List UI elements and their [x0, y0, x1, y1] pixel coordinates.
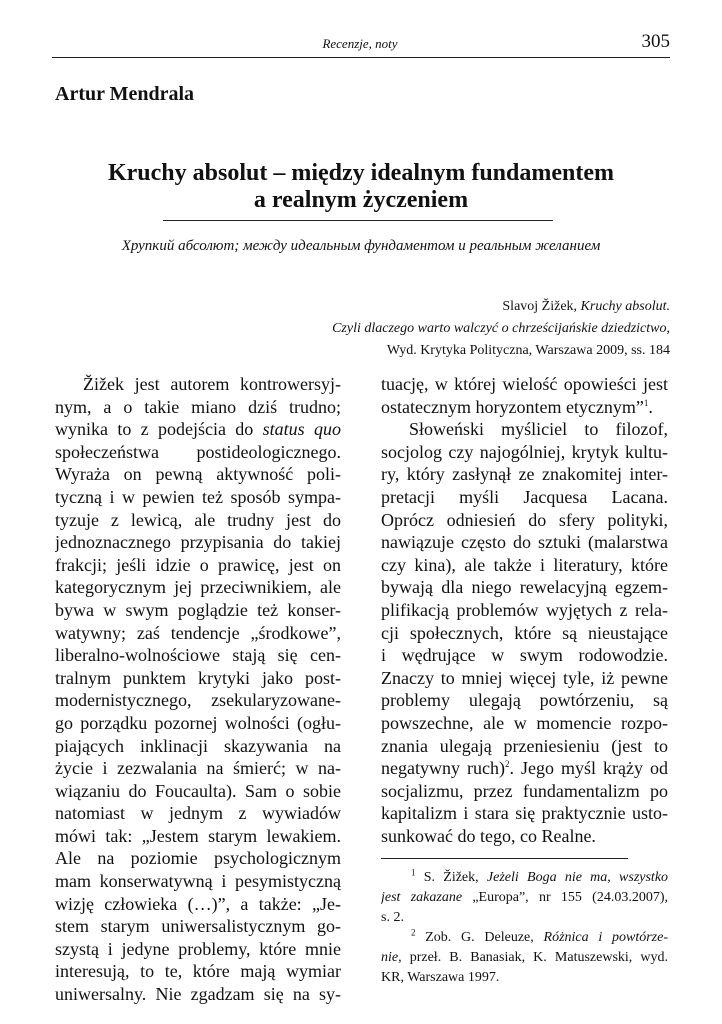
citation-line-3: Wyd. Krytyka Polityczna, Warszawa 2009, ss. 184: [386, 343, 670, 358]
body-line: problemy ulegają powtórzeniu, są: [381, 690, 668, 711]
body-line: i wędrujące w swym rodowodzie.: [381, 645, 668, 666]
article-title: [52, 160, 670, 214]
body-line: kategorycznym jej przeciwnikiem, ale: [55, 577, 341, 598]
body-line: bywa w swym poglądzie też konser-: [55, 599, 341, 620]
body-line: sunkować do tego, co Realne.: [381, 825, 596, 846]
reviewed-book-citation: [250, 296, 670, 362]
running-head: Recenzje, noty: [322, 36, 398, 51]
body-line: mam konserwatywną i pesymistyczną: [55, 871, 341, 892]
body-line: ry, który zasłynął ze znakomitej inter-: [381, 464, 668, 485]
body-line: piających inklinacji skazywania na: [55, 735, 341, 756]
body-column-right: [381, 373, 668, 847]
title-line-1: Kruchy absolut – między idealnym fundamentem: [107, 160, 614, 186]
body-line: uniwersalny. Nie zgadzam się na sy-: [55, 984, 341, 1005]
citation-line-2: Czyli dlaczego warto walczyć o chrześcijańskie dziedzictwo,: [332, 321, 670, 336]
footnote-2-line-1: $^2$ Zob. G. Deleuze, Różnica i powtórze-: [411, 928, 668, 945]
body-line: plifikacją problemów wyjętych z rela-: [381, 599, 668, 620]
body-line: tuację, w której wielość opowieści jest: [381, 374, 668, 394]
footnotes: [381, 868, 668, 988]
footnote-1-line-2: jest zakazane „Europa”, nr 155 (24.03.2007),: [381, 890, 668, 905]
body-line: tyzuje z lewicą, ale trudny jest do: [55, 509, 341, 530]
footnote-divider: [381, 858, 628, 859]
footnote-ref-1: 1: [643, 397, 649, 408]
body-line: wynika to z podejścia do status quo: [55, 419, 341, 440]
body-line: kapitalizm i stara się praktycznie usto-: [381, 803, 668, 824]
body-line: wizję człowieka (…)”, a także: „Je-: [55, 893, 341, 914]
body-line: mówi tak: „Jestem starym lewakiem.: [55, 825, 341, 846]
body-line: Słoweński myśliciel to filozof,: [409, 419, 668, 440]
body-line: powszechne, ale w momencie rozpo-: [381, 712, 668, 733]
body-line: socjolog czy najogólniej, krytyk kultu-: [381, 441, 668, 462]
article-author: Artur Mendrala: [55, 83, 195, 105]
body-line: Znaczy to mniej więcej tyle, iż pewne: [381, 667, 668, 688]
body-line: modernistycznego, zsekularyzowane-: [55, 690, 341, 711]
body-line: frakcji; jeśli idzie o prawicę, jest on: [55, 554, 341, 575]
body-line: socjalizmu, przez fundamentalizm po: [381, 780, 668, 801]
body-line: negatywny ruch)$^2$. Jego myśl krąży od: [381, 758, 668, 779]
body-line: Žižek jest autorem kontrowersyj-: [83, 374, 341, 394]
body-line: Ale na poziomie psychologicznym: [55, 848, 341, 869]
footnote-2-line-3: KR, Warszawa 1997.: [381, 970, 500, 985]
body-line: bywają dla niego rewelacyjną egzem-: [381, 577, 668, 598]
body-line: Oprócz odniesień do sfery polityki,: [381, 509, 668, 530]
body-line: tralnym punktem krytyki jako post-: [55, 667, 341, 688]
article-subtitle-russian: Хрупкий абсолют; между идеальным фундаментом и реальным желанием: [121, 238, 601, 254]
body-line: szystą i jedyne problemy, które mnie: [55, 938, 341, 959]
footnote-ref-2: 2: [504, 759, 510, 770]
title-divider: [163, 220, 553, 221]
body-line: interesują, to te, które mają wymiar: [55, 961, 341, 982]
citation-line-1: Slavoj Žižek, Kruchy absolut.: [502, 299, 670, 314]
body-line: natomiast w jednym z wywiadów: [55, 803, 341, 824]
footnote-2-line-2: nie, przeł. B. Banasiak, K. Matuszewski, wyd.: [381, 950, 668, 965]
footnote-1-line-3: s. 2.: [381, 910, 404, 925]
body-line: stem starym uniwersalistycznym go-: [55, 916, 341, 937]
body-line: go porządku pozornej wolności (ogłu-: [55, 712, 341, 733]
body-column-left: [55, 373, 341, 1006]
body-line: Wyraża on pewną aktywność poli-: [55, 464, 341, 485]
body-line: cji społecznych, które są nieustające: [381, 622, 668, 643]
body-line: pretacji myśli Jacquesa Lacana.: [381, 486, 668, 507]
title-line-2: a realnym życzeniem: [253, 187, 469, 213]
footnote-1-line-1: $^1$ S. Žižek, Jeżeli Boga nie ma, wszystko: [411, 868, 668, 885]
body-line: czy kina), ale także i literatury, które: [381, 554, 668, 575]
body-line: wiązaniu do Foucaulta). Sam o sobie: [55, 780, 341, 801]
body-line: tyczną i w pewien też sposób sympa-: [55, 486, 341, 507]
body-line: społeczeństwa postideologicznego.: [55, 441, 341, 462]
body-line: watywny; zaś tendencje „środkowe”,: [55, 622, 341, 643]
header-divider: [52, 57, 670, 58]
body-line: nawiązuje często do sztuki (malarstwa: [381, 532, 668, 553]
body-line: jednoznacznego przypisania do takiej: [55, 532, 341, 553]
page-number: 305: [641, 31, 670, 52]
body-line: życie i zezwalania na śmierć; w na-: [55, 758, 341, 779]
body-line: nym, a o takie miano dziś trudno;: [55, 396, 341, 417]
body-line: znania ulegają przeniesieniu (jest to: [381, 735, 668, 756]
body-line: liberalno-wolnościowe stają się cen-: [55, 645, 341, 666]
body-line: ostatecznym horyzontem etycznym”$^1$.: [381, 396, 653, 417]
